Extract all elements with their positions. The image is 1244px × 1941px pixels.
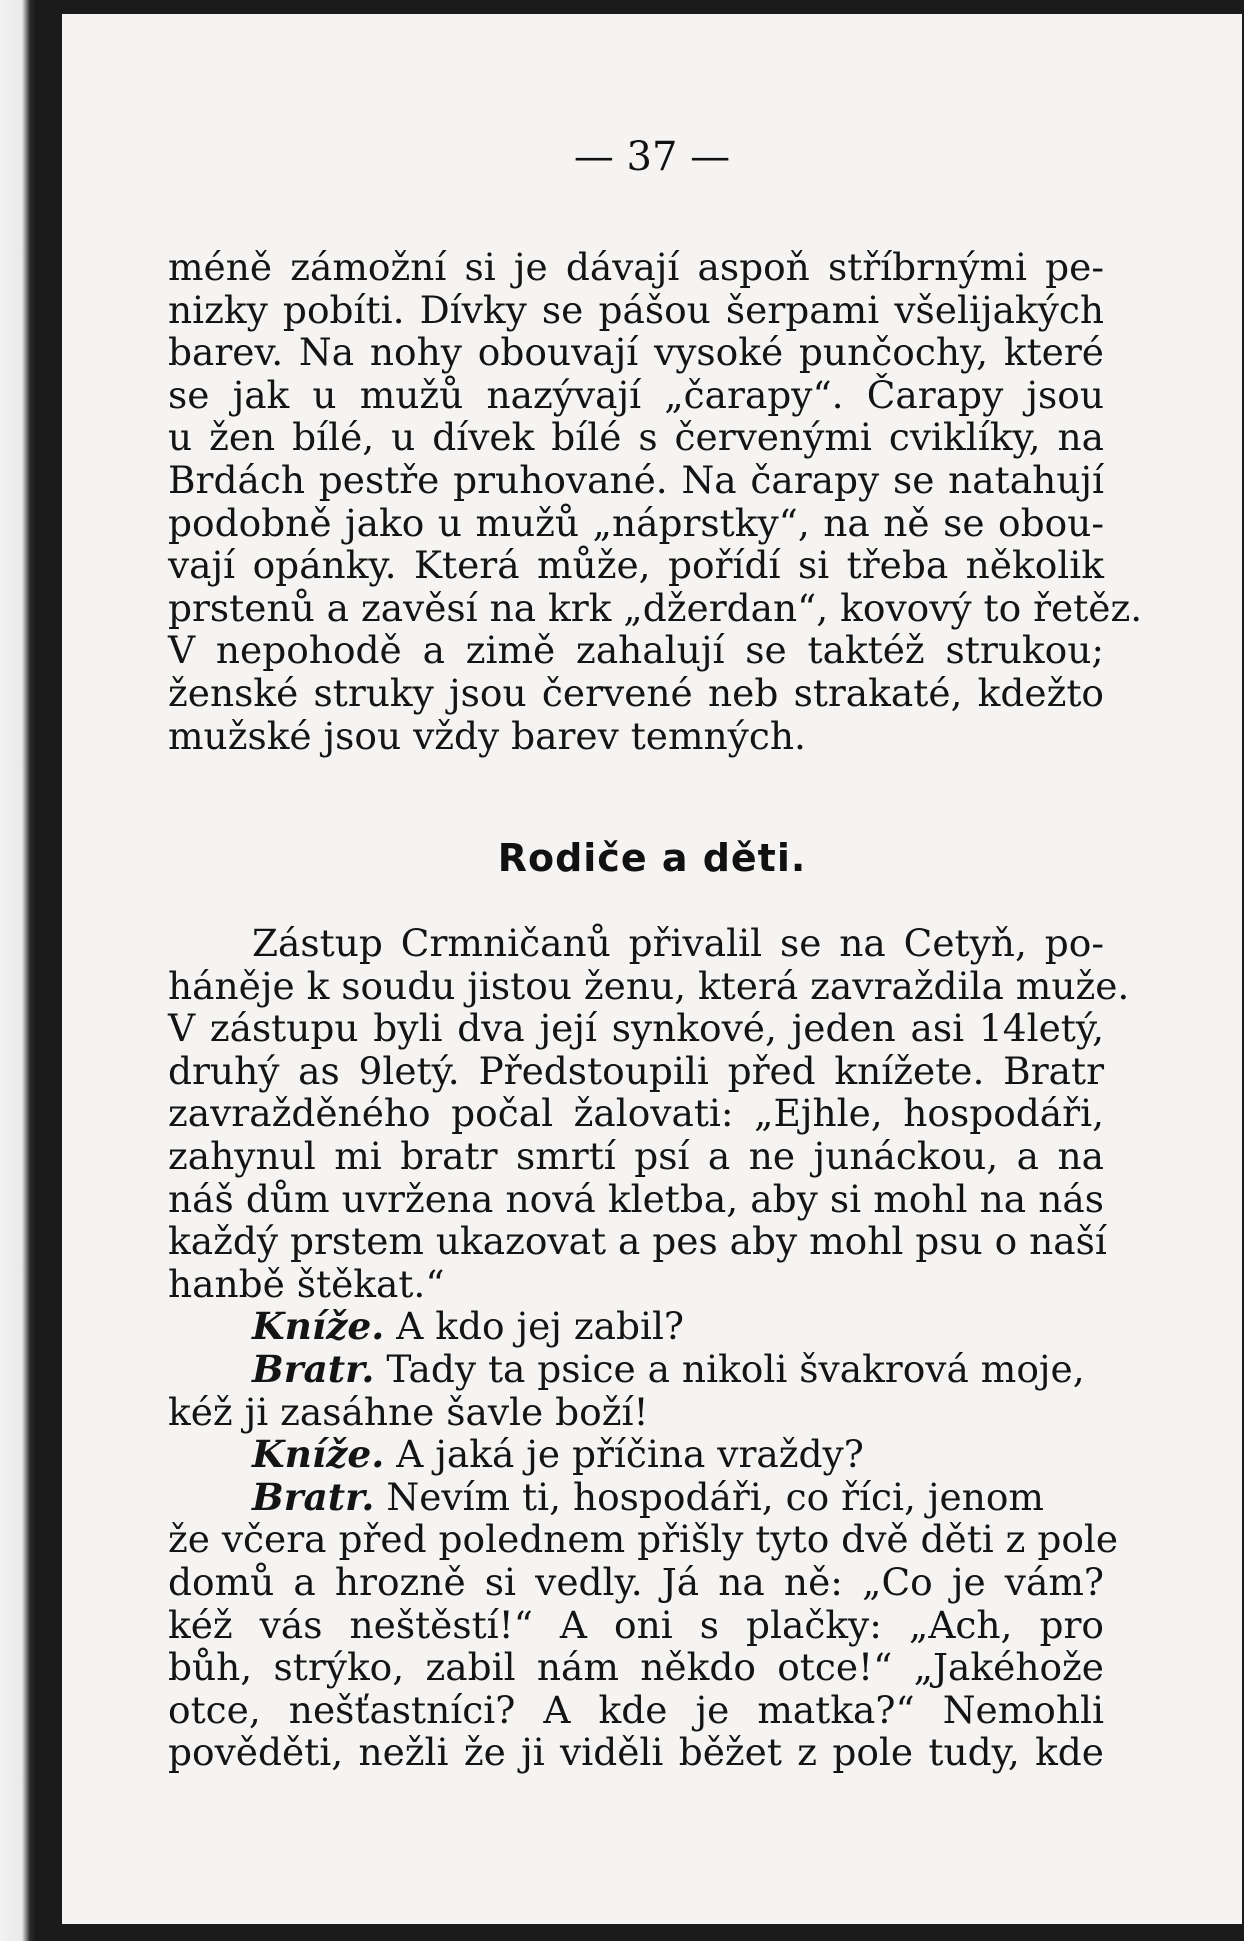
text-line: zahynul mi bratr smrtí psí a ne junáckou, a na bbox=[168, 1133, 1104, 1178]
paragraph-2 bbox=[168, 921, 1130, 1775]
text-line: ženské struky jsou červené neb strakaté, kdežto bbox=[168, 670, 1104, 715]
text-line: u žen bílé, u dívek bílé s červenými cviklíky, na bbox=[168, 415, 1104, 460]
text-line: méně zámožní si je dávají aspoň stříbrnými pe- bbox=[168, 245, 1104, 289]
paragraph-1 bbox=[168, 245, 1143, 758]
dialogue-text: A jaká je příčina vraždy? bbox=[396, 1432, 864, 1477]
text-line: otce, nešťastníci? A kde je matka?“ Nemohli bbox=[168, 1687, 1104, 1732]
text-line: vají opánky. Která může, pořídí si třeba několik bbox=[168, 543, 1104, 588]
dialogue-line bbox=[168, 1348, 1104, 1391]
speaker-label: Kníže. bbox=[252, 1432, 385, 1477]
book-page bbox=[62, 14, 1242, 1924]
text-line: V zástupu byli dva její synkové, jeden asi 14letý, bbox=[168, 1006, 1104, 1051]
text-line: kéž vás neštěstí!“ A oni s plačky: „Ach, pro bbox=[168, 1602, 1104, 1647]
text-line: se jak u mužů nazývají „čarapy“. Čarapy jsou bbox=[168, 372, 1104, 417]
text-line: barev. Na nohy obouvají vysoké punčochy, které bbox=[168, 330, 1104, 375]
section-heading: Rodiče a děti. bbox=[497, 836, 807, 880]
dialogue-line bbox=[168, 1305, 1104, 1348]
text-line: háněje k soudu jistou ženu, která zavraždila muže. bbox=[168, 963, 1130, 1008]
text-line: Brdách pestře pruhované. Na čarapy se natahují bbox=[168, 457, 1104, 502]
text-line: pověděti, nežli že ji viděli běžet z pole tudy, kde bbox=[168, 1730, 1104, 1775]
text-line: že včera před polednem přišly tyto dvě děti z pole bbox=[168, 1517, 1119, 1562]
text-line: bůh, strýko, zabil nám někdo otce!“ „Jakéhože bbox=[168, 1645, 1104, 1690]
dialogue-text: A kdo jej zabil? bbox=[396, 1304, 685, 1349]
text-line: každý prstem ukazovat a pes aby mohl psu o naší bbox=[168, 1219, 1107, 1264]
text-line: podobně jako u mužů „náprstky“, na ně se obou- bbox=[168, 500, 1104, 545]
text-line: mužské jsou vždy barev temných. bbox=[168, 713, 806, 758]
speaker-label: Bratr. bbox=[252, 1346, 375, 1391]
text-line: domů a hrozně si vedly. Já na ně: „Co je vám? bbox=[168, 1559, 1104, 1604]
dialogue-line bbox=[168, 1476, 1104, 1519]
dialogue-continuation: kéž ji zasáhne šavle boží! bbox=[168, 1389, 649, 1434]
text-line: náš dům uvržena nová kletba, aby si mohl na nás bbox=[168, 1176, 1104, 1221]
text-line: druhý as 9letý. Předstoupili před knížete. Bratr bbox=[168, 1048, 1104, 1093]
text-line: prstenů a zavěsí na krk „džerdan“, kovový to řetěz. bbox=[168, 585, 1143, 630]
text-line: V nepohodě a zimě zahalují se taktéž strukou; bbox=[168, 628, 1104, 673]
page-number: — 37 — bbox=[573, 134, 731, 180]
left-page-edge bbox=[0, 0, 38, 1941]
dialogue-text: Nevím ti, hospodáři, co říci, jenom bbox=[386, 1474, 1044, 1519]
text-line: hanbě štěkat.“ bbox=[168, 1261, 445, 1306]
text-line: nizky pobíti. Dívky se pášou šerpami všelijakých bbox=[168, 287, 1104, 332]
text-line: Zástup Crmničanů přivalil se na Cetyň, po- bbox=[252, 921, 1104, 965]
text-line: zavražděného počal žalovati: „Ejhle, hospodáři, bbox=[168, 1091, 1104, 1136]
speaker-label: Kníže. bbox=[252, 1304, 385, 1349]
dialogue-text: Tady ta psice a nikoli švakrová moje, bbox=[386, 1346, 1085, 1391]
dialogue-line bbox=[168, 1433, 1104, 1476]
speaker-label: Bratr. bbox=[252, 1474, 375, 1519]
